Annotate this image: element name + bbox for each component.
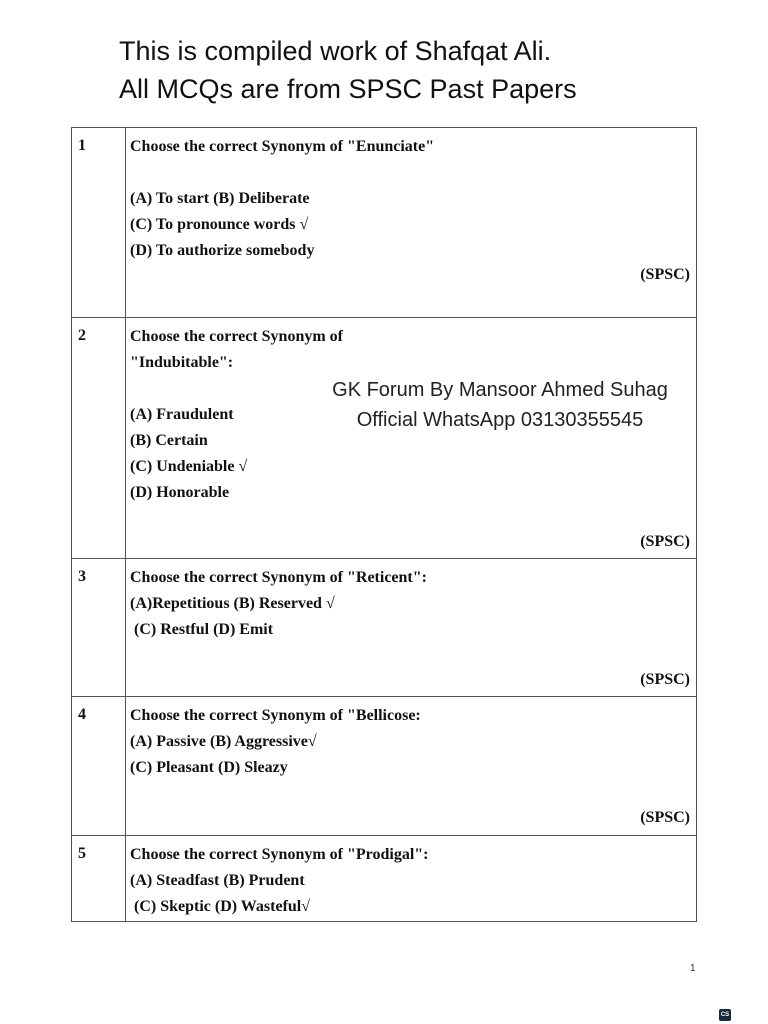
- option-line: (B) Certain: [130, 432, 208, 449]
- option-line: (A) Passive (B) Aggressive√: [130, 733, 317, 750]
- header-line-2: All MCQs are from SPSC Past Papers: [119, 74, 577, 104]
- table-row: [72, 697, 697, 836]
- question-number: 4: [72, 697, 126, 836]
- option-line: (C) Undeniable √: [130, 458, 248, 475]
- option-line: (D) Honorable: [130, 484, 230, 501]
- question-text: "Indubitable":: [130, 354, 234, 371]
- question-cell: [126, 318, 697, 559]
- watermark-line-1: GK Forum By Mansoor Ahmed Suhag: [332, 379, 668, 401]
- table-row: [72, 318, 697, 559]
- page-number: 1: [690, 963, 696, 974]
- question-text: Choose the correct Synonym of "Prodigal":: [130, 846, 429, 863]
- option-line: (D) To authorize somebody: [130, 242, 315, 259]
- option-line: (A)Repetitious (B) Reserved √: [130, 595, 335, 612]
- watermark-overlay: [300, 375, 700, 435]
- question-cell: [126, 836, 697, 922]
- question-text: Choose the correct Synonym of "Reticent":: [130, 569, 427, 586]
- question-cell: [126, 559, 697, 697]
- question-number: 3: [72, 559, 126, 697]
- table-row: [72, 128, 697, 318]
- question-number: 5: [72, 836, 126, 922]
- source-label: (SPSC): [640, 266, 690, 283]
- question-text: Choose the correct Synonym of: [130, 328, 344, 345]
- option-line: (A) Steadfast (B) Prudent: [130, 872, 305, 889]
- header-line-1: This is compiled work of Shafqat Ali.: [119, 36, 552, 66]
- question-cell: [126, 128, 697, 318]
- question-text: Choose the correct Synonym of "Bellicose:: [130, 707, 421, 724]
- option-line: (C) Skeptic (D) Wasteful√: [130, 898, 311, 915]
- option-line: (C) To pronounce words √: [130, 216, 309, 233]
- question-number: 2: [72, 318, 126, 559]
- table-row: [72, 836, 697, 922]
- mcq-table: [71, 127, 697, 922]
- question-text: Choose the correct Synonym of "Enunciate": [130, 138, 435, 155]
- source-label: (SPSC): [640, 533, 690, 550]
- option-line: (A) Fraudulent: [130, 406, 234, 423]
- question-cell: [126, 697, 697, 836]
- source-label: (SPSC): [640, 671, 690, 688]
- table-row: [72, 559, 697, 697]
- option-line: (C) Restful (D) Emit: [130, 621, 274, 638]
- document-header: [119, 32, 577, 108]
- option-line: (C) Pleasant (D) Sleazy: [130, 759, 288, 776]
- source-label: (SPSC): [640, 809, 690, 826]
- scanner-logo-icon: CS: [719, 1009, 731, 1021]
- question-number: 1: [72, 128, 126, 318]
- option-line: (A) To start (B) Deliberate: [130, 190, 310, 207]
- watermark-line-2: Official WhatsApp 03130355545: [356, 409, 644, 431]
